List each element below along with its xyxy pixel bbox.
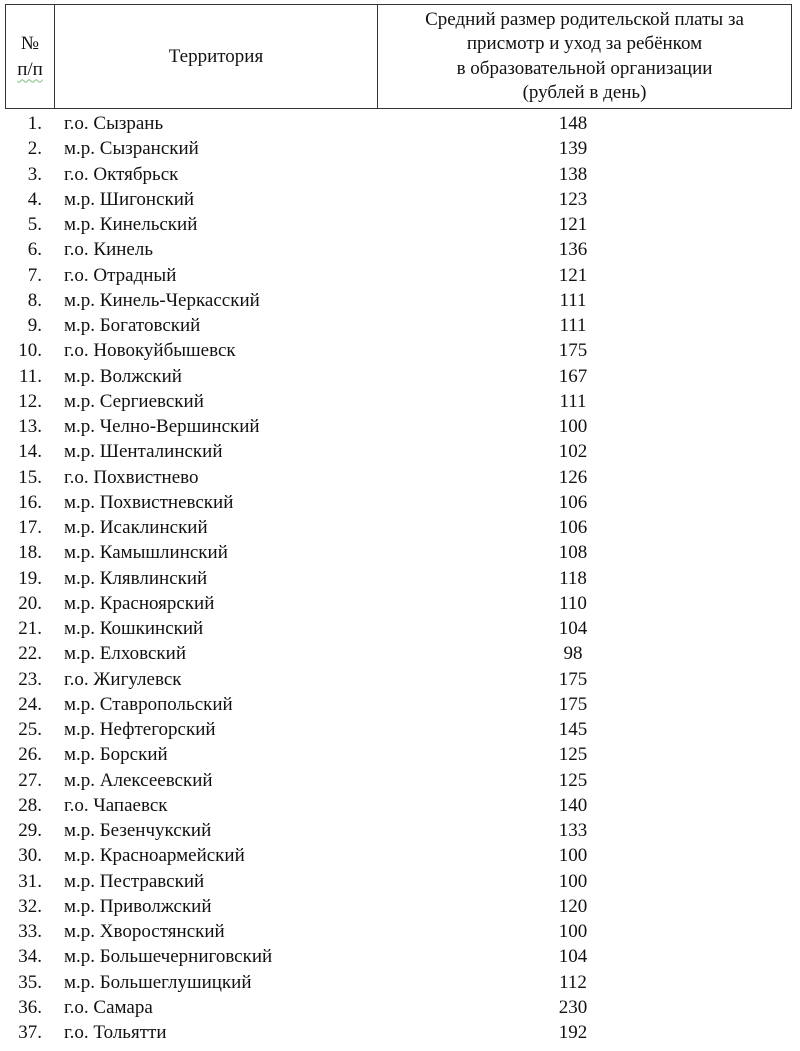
table-row — [0, 742, 800, 767]
row-number: 4. — [27, 188, 42, 210]
table-row — [0, 818, 800, 843]
row-number: 31. — [18, 870, 42, 892]
row-value: 102 — [558, 441, 588, 463]
header-number-cell — [6, 5, 55, 108]
row-territory: м.р. Приволжский — [64, 895, 212, 917]
row-number: 18. — [18, 542, 42, 564]
row-number: 35. — [18, 971, 42, 993]
table-header — [5, 4, 792, 109]
row-number: 15. — [18, 466, 42, 488]
row-territory: м.р. Хворостянский — [64, 921, 225, 942]
row-value: 100 — [558, 921, 588, 942]
row-territory: м.р. Кинель-Черкасский — [64, 289, 260, 311]
row-value: 175 — [558, 340, 588, 362]
row-value: 108 — [558, 542, 588, 564]
row-value: 106 — [558, 491, 588, 513]
row-number: 25. — [18, 719, 42, 740]
row-value: 111 — [559, 289, 587, 311]
row-territory: г.о. Похвистнево — [64, 466, 199, 488]
header-territory-label: Территория — [168, 45, 264, 67]
table-row — [0, 1020, 800, 1045]
row-territory: м.р. Исаклинский — [64, 517, 208, 538]
row-number: 17. — [18, 517, 42, 538]
table-row — [0, 970, 800, 995]
row-number: 37. — [18, 1022, 42, 1043]
row-territory: м.р. Нефтегорский — [64, 719, 216, 740]
row-number: 33. — [18, 921, 42, 942]
row-value: 111 — [559, 390, 587, 412]
row-number: 5. — [27, 214, 42, 235]
table-row — [0, 136, 800, 161]
row-number: 13. — [18, 416, 42, 437]
row-number: 26. — [18, 744, 42, 766]
row-territory: м.р. Сызранский — [64, 138, 199, 160]
row-value: 111 — [559, 315, 587, 336]
table-row — [0, 338, 800, 363]
row-number: 24. — [18, 693, 42, 715]
row-territory: м.р. Борский — [64, 744, 168, 766]
table-row — [0, 439, 800, 464]
row-number: 19. — [18, 567, 42, 589]
table-body — [0, 111, 800, 1045]
table-row — [0, 364, 800, 389]
row-number: 22. — [18, 643, 42, 665]
table-row — [0, 515, 800, 540]
row-territory: м.р. Шенталинский — [64, 441, 223, 463]
table-row — [0, 313, 800, 338]
row-value: 104 — [558, 946, 588, 968]
row-value: 100 — [558, 870, 588, 892]
row-number: 30. — [18, 845, 42, 867]
header-value-line: в образовательной организации — [456, 57, 713, 79]
row-number: 11. — [18, 365, 42, 387]
row-territory: г.о. Кинель — [64, 239, 153, 261]
table-row — [0, 212, 800, 237]
row-number: 7. — [27, 264, 42, 286]
row-value: 126 — [558, 466, 588, 488]
table-row — [0, 591, 800, 616]
table-row — [0, 641, 800, 666]
table-row — [0, 995, 800, 1020]
row-value: 104 — [558, 618, 588, 639]
row-value: 120 — [558, 895, 588, 917]
row-number: 1. — [27, 113, 42, 134]
row-value: 110 — [559, 592, 587, 614]
header-value-line: (рублей в день) — [522, 82, 647, 103]
row-number: 27. — [18, 769, 42, 791]
row-value: 192 — [558, 1022, 588, 1043]
row-number: 6. — [27, 239, 42, 261]
row-territory: м.р. Клявлинский — [64, 567, 208, 589]
row-number: 16. — [18, 491, 42, 513]
row-territory: м.р. Безенчукский — [64, 820, 212, 841]
row-territory: м.р. Кошкинский — [64, 618, 204, 639]
row-value: 133 — [558, 820, 588, 841]
row-territory: м.р. Ставропольский — [64, 693, 233, 715]
row-number: 21. — [18, 618, 42, 639]
table-row — [0, 414, 800, 439]
row-territory: г.о. Жигулевск — [64, 668, 182, 690]
row-territory: м.р. Кинельский — [64, 214, 198, 235]
table-row — [0, 490, 800, 515]
row-value: 118 — [559, 567, 587, 589]
row-value: 106 — [558, 517, 588, 538]
row-value: 167 — [558, 365, 588, 387]
header-value-line: Средний размер родительской платы за — [425, 8, 744, 30]
table-row — [0, 566, 800, 591]
row-territory: м.р. Красноярский — [64, 592, 215, 614]
row-territory: г.о. Сызрань — [64, 113, 164, 134]
row-number: 32. — [18, 895, 42, 917]
row-value: 136 — [558, 239, 588, 261]
row-number: 14. — [18, 441, 42, 463]
table-row — [0, 768, 800, 793]
row-value: 175 — [558, 668, 588, 690]
row-value: 140 — [558, 794, 588, 816]
row-number: 28. — [18, 794, 42, 816]
row-territory: м.р. Волжский — [64, 365, 182, 387]
row-territory: г.о. Тольятти — [64, 1022, 167, 1043]
row-territory: м.р. Большечерниговский — [64, 946, 273, 968]
table-row — [0, 389, 800, 414]
row-value: 175 — [558, 693, 588, 715]
row-value: 100 — [558, 845, 588, 867]
row-number: 8. — [27, 289, 42, 311]
row-value: 125 — [558, 769, 588, 791]
table-row — [0, 793, 800, 818]
row-number: 12. — [18, 390, 42, 412]
row-number: 3. — [27, 163, 42, 185]
table-row — [0, 692, 800, 717]
row-value: 100 — [558, 416, 588, 437]
table-row — [0, 162, 800, 187]
header-number-abbrev: п/п — [17, 58, 43, 80]
row-territory: м.р. Пестравский — [64, 870, 205, 892]
table-row — [0, 237, 800, 262]
table-row — [0, 263, 800, 288]
row-territory: м.р. Челно-Вершинский — [64, 416, 260, 437]
table-row — [0, 869, 800, 894]
row-value: 112 — [559, 971, 587, 993]
row-territory: м.р. Шигонский — [64, 188, 195, 210]
header-value-cell — [378, 5, 791, 108]
table-row — [0, 667, 800, 692]
row-territory: г.о. Новокуйбышевск — [64, 340, 236, 362]
row-number: 29. — [18, 820, 42, 841]
table-row — [0, 944, 800, 969]
table-row — [0, 288, 800, 313]
table-row — [0, 843, 800, 868]
row-number: 10. — [18, 340, 42, 362]
row-territory: м.р. Сергиевский — [64, 390, 204, 412]
row-value: 148 — [558, 113, 588, 134]
table-row — [0, 465, 800, 490]
row-territory: г.о. Октябрьск — [64, 163, 179, 185]
row-number: 23. — [18, 668, 42, 690]
table-row — [0, 919, 800, 944]
table-row — [0, 717, 800, 742]
row-territory: м.р. Похвистневский — [64, 491, 234, 513]
row-territory: г.о. Самара — [64, 996, 153, 1018]
row-territory: м.р. Алексеевский — [64, 769, 213, 791]
row-territory: м.р. Богатовский — [64, 315, 201, 336]
row-territory: м.р. Елховский — [64, 643, 186, 665]
table-row — [0, 187, 800, 212]
row-number: 9. — [27, 315, 42, 336]
row-number: 34. — [18, 946, 42, 968]
row-territory: г.о. Отрадный — [64, 264, 177, 286]
row-value: 138 — [558, 163, 588, 185]
row-territory: м.р. Красноармейский — [64, 845, 245, 867]
row-number: 2. — [27, 138, 42, 160]
row-territory: м.р. Камышлинский — [64, 542, 228, 564]
row-value: 139 — [558, 138, 588, 160]
row-territory: м.р. Большеглушицкий — [64, 971, 252, 993]
row-value: 98 — [563, 643, 583, 665]
table-row — [0, 540, 800, 565]
table-row — [0, 111, 800, 136]
header-territory-cell — [55, 5, 378, 108]
header-value-line: присмотр и уход за ребёнком — [466, 33, 703, 54]
row-value: 123 — [558, 188, 588, 210]
row-number: 36. — [18, 996, 42, 1018]
row-number: 20. — [18, 592, 42, 614]
row-value: 145 — [558, 719, 588, 740]
row-value: 230 — [558, 996, 588, 1018]
table-row — [0, 894, 800, 919]
row-value: 121 — [558, 214, 588, 235]
row-value: 125 — [558, 744, 588, 766]
header-number-sign: № — [20, 32, 40, 54]
row-value: 121 — [558, 264, 588, 286]
row-territory: г.о. Чапаевск — [64, 794, 168, 816]
table-row — [0, 616, 800, 641]
